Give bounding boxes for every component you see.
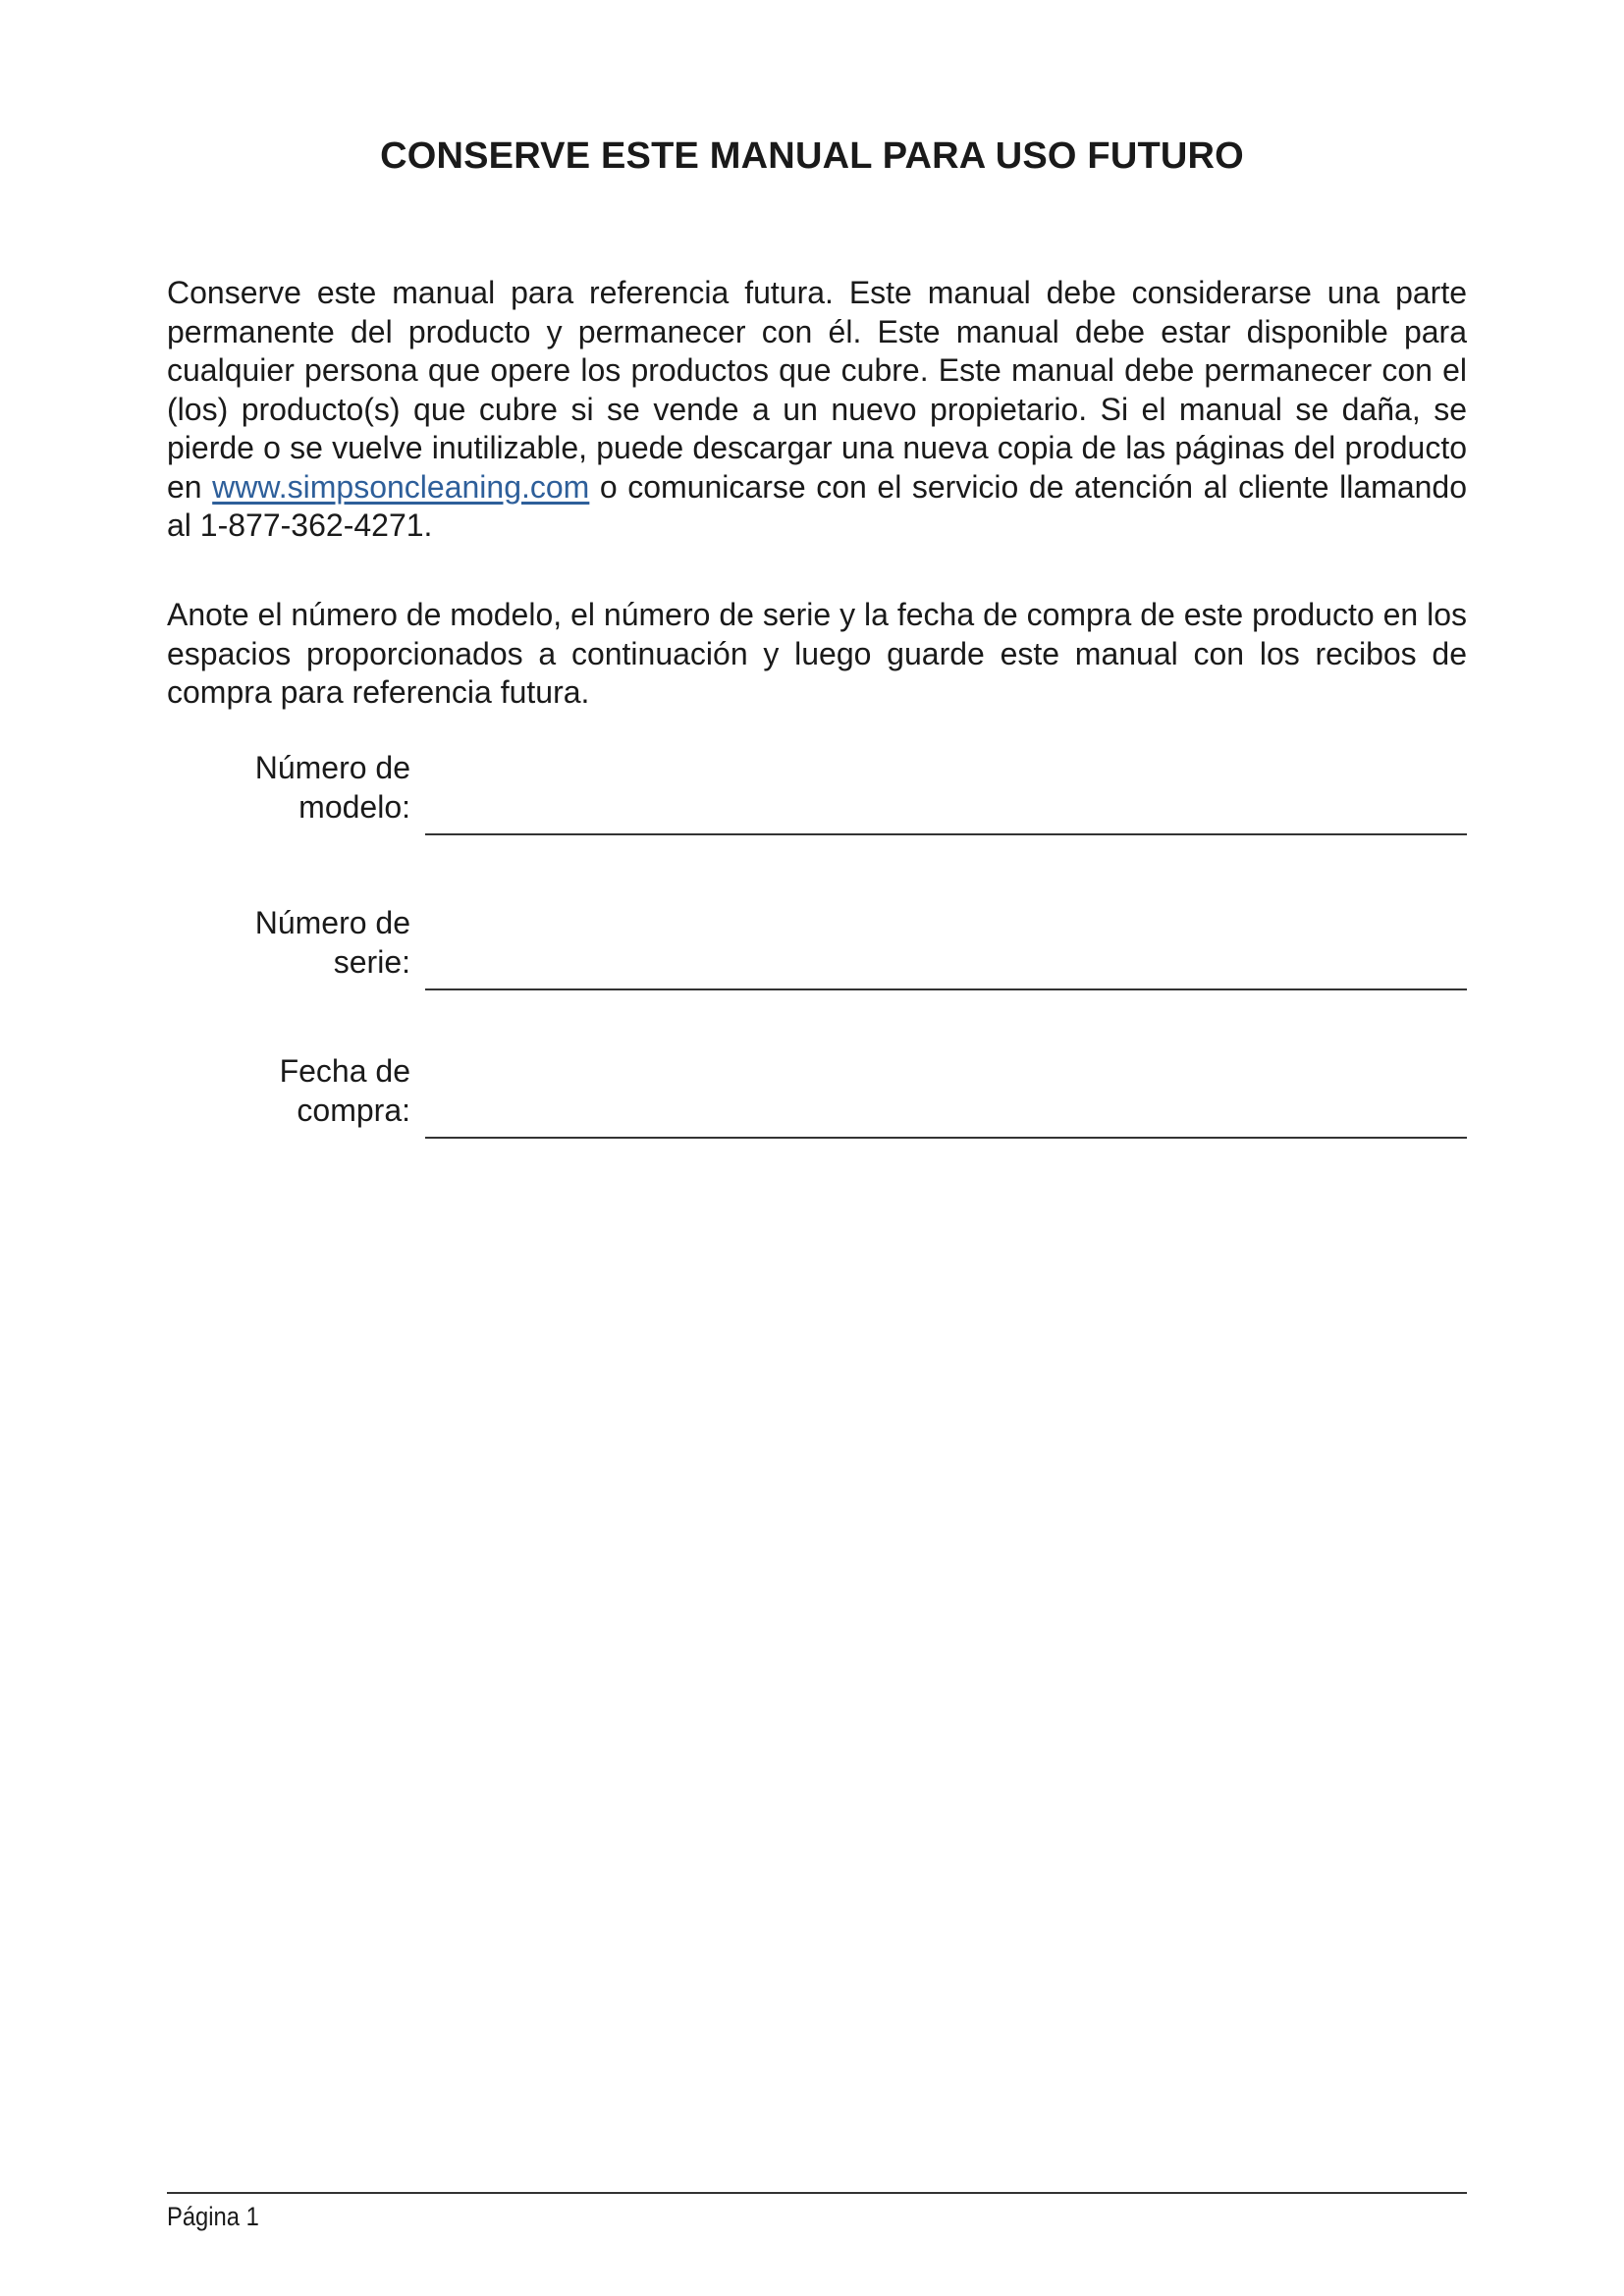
purchase-date-label (167, 1051, 410, 1130)
instructions-paragraph: Anote el número de modelo, el número de serie y la fecha de compra de este producto en los espacios proporcionados a continuación y luego guarde este manual con los recibos de compra para referencia futura. (167, 597, 1467, 710)
model-number-blank-line[interactable] (425, 833, 1467, 835)
purchase-date-blank-line[interactable] (425, 1137, 1467, 1139)
page-title: CONSERVE ESTE MANUAL PARA USO FUTURO (380, 135, 1244, 177)
model-number-field (167, 748, 1467, 846)
website-link[interactable]: www.simpsoncleaning.com (212, 468, 590, 505)
purchase-date-field (167, 1051, 1467, 1149)
serial-number-label (167, 903, 410, 982)
footer-divider (167, 2192, 1467, 2194)
model-number-label-line2: modelo: (298, 789, 410, 825)
intro-paragraph (167, 274, 1467, 546)
serial-number-label-line2: serie: (333, 944, 410, 980)
intro-text-after-link: o comunicarse con el servicio de atención al cliente llamando al 1-877-362-4271. (167, 468, 1468, 543)
page-number: Página 1 (167, 2202, 259, 2231)
serial-number-blank-line[interactable] (425, 988, 1467, 990)
intro-text-before-link: Conserve este manual para referencia futura. Este manual debe considerarse una parte permanente del producto y permanecer con él. Este manual debe estar disponible para cualquier persona que opere los productos que cubre. Este manual debe permanecer con el (los) producto(s) que cubre si se vende a un nuevo propietario. Si el manual se daña, se pierde o se vuelve inutilizable, puede descargar una nueva copia de las páginas del producto en (167, 275, 1467, 505)
purchase-date-label-line2: compra: (297, 1093, 410, 1128)
serial-number-field (167, 903, 1467, 1001)
model-number-label (167, 748, 410, 827)
serial-number-label-line1: Número de (254, 905, 410, 940)
model-number-label-line1: Número de (254, 750, 410, 785)
purchase-date-label-line1: Fecha de (279, 1053, 410, 1089)
